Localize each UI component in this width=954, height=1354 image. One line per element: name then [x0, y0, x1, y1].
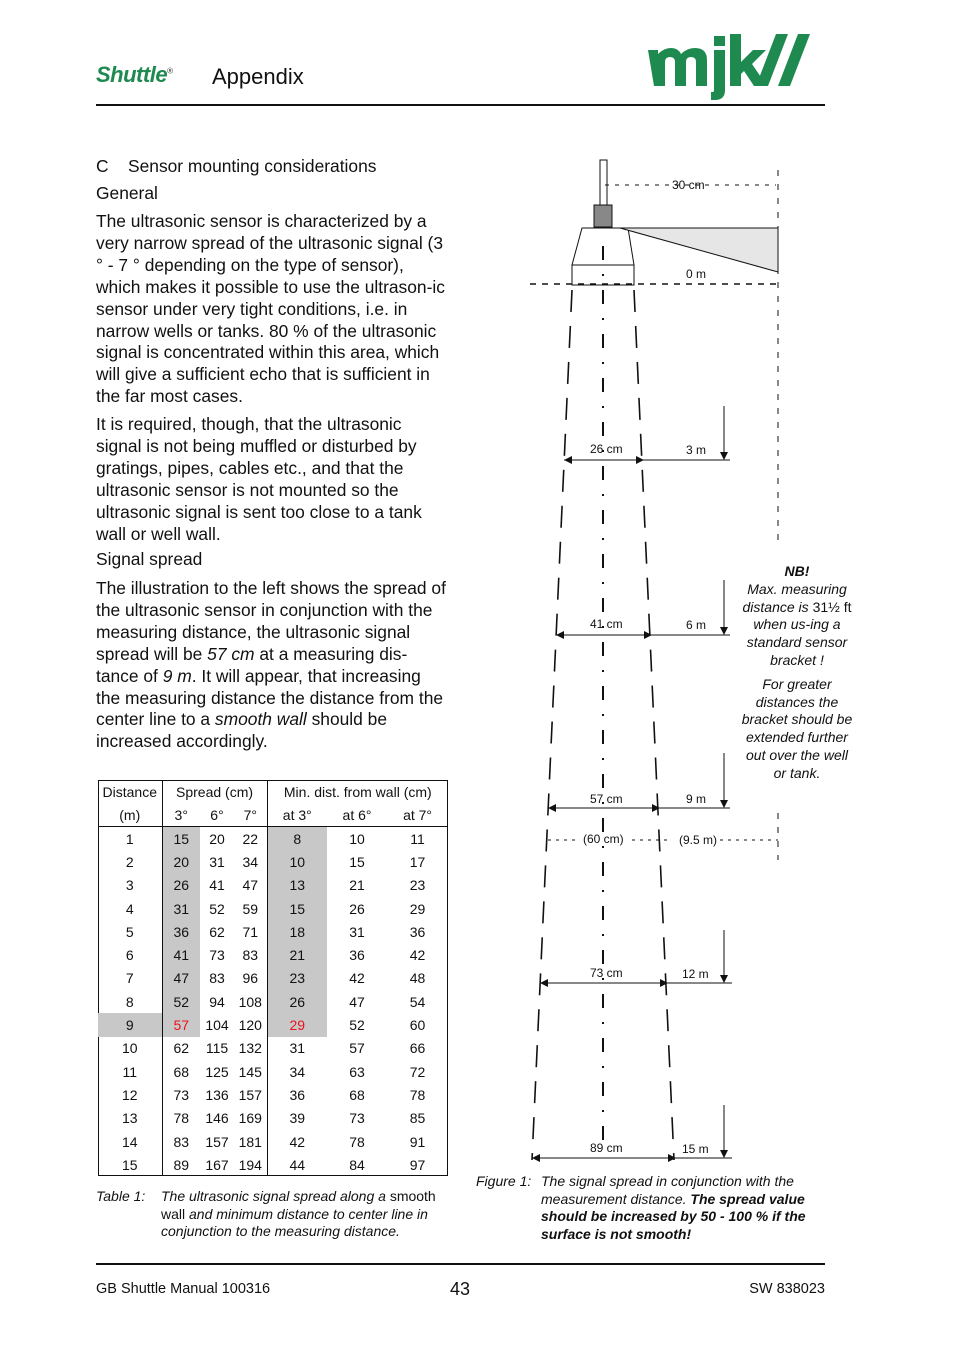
top-width-label: 30 cm	[672, 178, 705, 192]
table-cell: 39	[289, 1110, 306, 1127]
nb-title: NB!	[784, 563, 810, 579]
footer-doc-title: GB Shuttle Manual 100316	[96, 1281, 271, 1297]
table-cell: 73	[209, 947, 225, 964]
brand-logo	[96, 62, 172, 88]
table-cell: 21	[267, 943, 327, 966]
depth-label: (9.5 m)	[679, 833, 718, 847]
table-cell: 62	[209, 923, 225, 940]
table-cell: 157	[234, 1083, 267, 1106]
table-cell: 2	[98, 850, 162, 873]
table-cell: 72	[409, 1063, 426, 1080]
mjk-logo	[646, 30, 826, 102]
general-paragraph-2: It is required, though, that the ultrasonic signal is not being muffled or disturbed by gratings, pipes, cables etc., and that the ultrasonic sensor is not mounted so the ultrasonic signal is sent too close to a tank wall or well wall.	[96, 414, 422, 544]
table-cell: 36	[409, 923, 426, 940]
nb-line-1: Max. measuring distance is 31½ ft when us-ing a standard sensor bracket !	[742, 580, 852, 668]
page-number: 43	[449, 1279, 471, 1299]
width-label: 57 cm	[590, 792, 623, 806]
brand-name: Shuttle	[96, 62, 168, 87]
table-cell: 15	[267, 897, 327, 920]
table-row	[98, 827, 448, 851]
table-cell: 108	[234, 990, 267, 1013]
sub-header: at 3°	[267, 804, 327, 827]
table-cell: 73	[173, 1086, 190, 1103]
table-cell: 71	[234, 920, 267, 943]
table-cell: 12	[98, 1083, 162, 1106]
table-cell: 145	[234, 1060, 267, 1083]
col-distance-header: Distance	[98, 780, 162, 804]
table-cell: 57	[349, 1040, 365, 1057]
col-distance-unit: (m)	[98, 804, 162, 827]
table-cell: 47	[162, 967, 200, 990]
table-cell: 41	[209, 877, 225, 894]
table-cell: 97	[409, 1156, 426, 1173]
depth-label: 15 m	[682, 1142, 709, 1156]
table-row	[98, 1107, 448, 1130]
table-cell: 44	[289, 1156, 306, 1173]
width-label: 41 cm	[590, 617, 623, 631]
table-cell: 181	[234, 1130, 267, 1153]
table-cell: 91	[409, 1133, 426, 1150]
table-cell: 120	[234, 1013, 267, 1036]
page-title: Appendix	[212, 64, 304, 89]
table-cell: 9	[98, 1013, 162, 1036]
table-cell: 41	[162, 943, 200, 966]
table-row	[98, 1083, 448, 1106]
table-row	[98, 943, 448, 966]
table-cell: 85	[409, 1110, 426, 1127]
table-cell: 52	[349, 1017, 365, 1034]
table-cell: 57	[162, 1013, 200, 1036]
table-cell: 54	[409, 993, 426, 1010]
table-cell: 6	[98, 943, 162, 966]
signal-spread-heading: Signal spread	[96, 549, 203, 569]
table-cell: 34	[289, 1063, 306, 1080]
footer-software-version: SW 838023	[749, 1281, 825, 1297]
signal-spread-paragraph: The illustration to the left shows the spread of the ultrasonic sensor in conjunction with the measuring distance, the ultrasonic signal spread will be 57 cm at a measuring dis-tance of 9 m. It will appear, that increasing the measuring distance the distance from the center line to a smooth wall should be increased accordingly.	[96, 578, 446, 752]
sub-header: 7°	[234, 804, 267, 827]
table-cell: 20	[209, 830, 225, 847]
table-row	[98, 990, 448, 1013]
table-cell: 146	[205, 1110, 229, 1127]
table-cell: 10	[349, 830, 365, 847]
table-cell: 26	[267, 990, 327, 1013]
table-row	[98, 1060, 448, 1083]
table-cell: 78	[349, 1133, 365, 1150]
table-cell: 169	[234, 1107, 267, 1130]
section-heading	[96, 156, 376, 177]
table-cell: 13	[98, 1107, 162, 1130]
section-letter: C	[96, 156, 109, 176]
table-cell: 59	[234, 897, 267, 920]
general-heading: General	[96, 183, 158, 203]
table-cell: 52	[209, 900, 225, 917]
table-cell: 73	[349, 1110, 365, 1127]
table-cell: 29	[409, 900, 426, 917]
table-cell: 31	[289, 1040, 306, 1057]
table-cell: 23	[267, 967, 327, 990]
table-cell: 83	[234, 943, 267, 966]
sub-header: at 6°	[327, 804, 387, 827]
table-cell: 26	[162, 874, 200, 897]
sensor-thread	[594, 205, 612, 227]
table-cell: 47	[234, 874, 267, 897]
figure-caption-label: Figure 1:	[476, 1173, 532, 1189]
table-row	[98, 874, 448, 897]
depth-label: 9 m	[686, 792, 707, 806]
table-row	[98, 1130, 448, 1153]
depth-label: 3 m	[686, 443, 707, 457]
table-cell: 68	[173, 1063, 190, 1080]
nb-line-2: For greater distances the bracket should be extended further out over the well or tank.	[741, 675, 853, 781]
table-cell: 136	[205, 1086, 229, 1103]
table-cell: 78	[409, 1086, 426, 1103]
table-cell: 8	[267, 827, 327, 851]
table-row	[98, 920, 448, 943]
table-cell: 68	[349, 1086, 365, 1103]
table-cell: 10	[98, 1037, 162, 1060]
table-cell: 83	[209, 970, 225, 987]
table-row	[98, 1013, 448, 1036]
beam-left-edge	[532, 290, 572, 1160]
sub-header: 3°	[162, 804, 200, 827]
table-cell: 42	[349, 970, 365, 987]
width-label: 89 cm	[590, 1141, 623, 1155]
table-cell: 63	[349, 1063, 365, 1080]
table-cell: 3	[98, 874, 162, 897]
table-cell: 11	[410, 830, 425, 847]
table-cell: 31	[209, 853, 225, 870]
table-cell: 34	[234, 850, 267, 873]
table-cell: 10	[267, 850, 327, 873]
nb-note	[740, 563, 854, 783]
table-cell: 60	[409, 1017, 426, 1034]
col-spread-header: Spread (cm)	[162, 780, 267, 804]
general-paragraph-1: The ultrasonic sensor is characterized by a very narrow spread of the ultrasonic signal (3 ° - 7 ° depending on the type of sensor), which makes it possible to use the ultrason-ic sensor under very tight conditions, i.e. in narrow wells or tanks. 80 % of the ultrasonic signal is concentrated within this area, which will give a sufficient echo that is sufficient in the far most cases.	[96, 211, 445, 407]
table-cell: 29	[267, 1013, 327, 1036]
table-row	[98, 1037, 448, 1060]
table-cell: 5	[98, 920, 162, 943]
table-cell: 1	[98, 827, 162, 851]
table-cell: 31	[349, 923, 365, 940]
table-cell: 48	[409, 970, 426, 987]
depth-label: 12 m	[682, 967, 709, 981]
bracket	[620, 228, 778, 272]
table-row	[98, 967, 448, 990]
width-label: 73 cm	[590, 966, 623, 980]
table-cell: 18	[267, 920, 327, 943]
table-cell: 47	[349, 993, 365, 1010]
table-cell: 42	[289, 1133, 306, 1150]
table-cell: 8	[98, 990, 162, 1013]
table-cell: 7	[98, 967, 162, 990]
table-cell: 17	[409, 853, 426, 870]
table-cell: 31	[162, 897, 200, 920]
table-cell: 78	[173, 1110, 190, 1127]
table-cell: 83	[173, 1133, 190, 1150]
table-cell: 13	[267, 874, 327, 897]
width-label: 26 cm	[590, 442, 623, 456]
table-cell: 167	[205, 1156, 229, 1173]
table-row	[98, 897, 448, 920]
table-cell: 115	[205, 1040, 229, 1057]
table-cell: 36	[349, 947, 365, 964]
header-rule	[96, 104, 825, 106]
table-cell: 15	[349, 853, 365, 870]
table-cell: 96	[234, 967, 267, 990]
table-cell: 15	[98, 1153, 162, 1176]
table-cell: 22	[234, 827, 267, 851]
width-label: (60 cm)	[583, 832, 624, 846]
table-cell: 14	[98, 1130, 162, 1153]
table-cell: 21	[349, 877, 365, 894]
table-cell: 23	[409, 877, 426, 894]
figure-caption-text: The signal spread in conjunction with the measurement distance. The spread value should be increased by 50 - 100 % if the surface is not smooth!	[541, 1173, 806, 1242]
sensor-cable	[600, 160, 607, 205]
table-cell: 104	[205, 1017, 229, 1034]
table-cell: 26	[349, 900, 365, 917]
zero-label: 0 m	[686, 267, 707, 281]
table-cell: 36	[162, 920, 200, 943]
table-cell: 132	[234, 1037, 267, 1060]
table-cell: 194	[234, 1153, 267, 1176]
sub-header: 6°	[200, 804, 234, 827]
table-cell: 84	[349, 1156, 365, 1173]
table-caption-text: The ultrasonic signal spread along a smooth wall and minimum distance to center line in conjunction to the measuring distance.	[161, 1188, 436, 1240]
depth-label: 6 m	[686, 618, 707, 632]
table-cell: 157	[205, 1133, 229, 1150]
table-caption-label: Table 1:	[96, 1188, 146, 1204]
sub-header: at 7°	[387, 804, 448, 827]
table-row	[98, 850, 448, 873]
footer-rule	[96, 1263, 825, 1265]
section-title: Sensor mounting considerations	[128, 156, 377, 176]
table-cell: 42	[409, 947, 426, 964]
table-cell: 15	[162, 827, 200, 851]
table-cell: 66	[409, 1040, 426, 1057]
table-cell: 89	[173, 1156, 190, 1173]
spread-table	[98, 780, 448, 1176]
registered-mark: ®	[167, 66, 173, 76]
table-cell: 4	[98, 897, 162, 920]
table-cell: 125	[205, 1063, 229, 1080]
table-cell: 11	[98, 1060, 162, 1083]
table-cell: 52	[162, 990, 200, 1013]
table-row	[98, 1153, 448, 1176]
table-cell: 36	[289, 1086, 306, 1103]
table-cell: 94	[209, 993, 225, 1010]
beam-right-edge	[634, 290, 674, 1160]
table-cell: 62	[173, 1040, 190, 1057]
table-cell: 20	[162, 850, 200, 873]
col-min-header: Min. dist. from wall (cm)	[283, 784, 432, 800]
